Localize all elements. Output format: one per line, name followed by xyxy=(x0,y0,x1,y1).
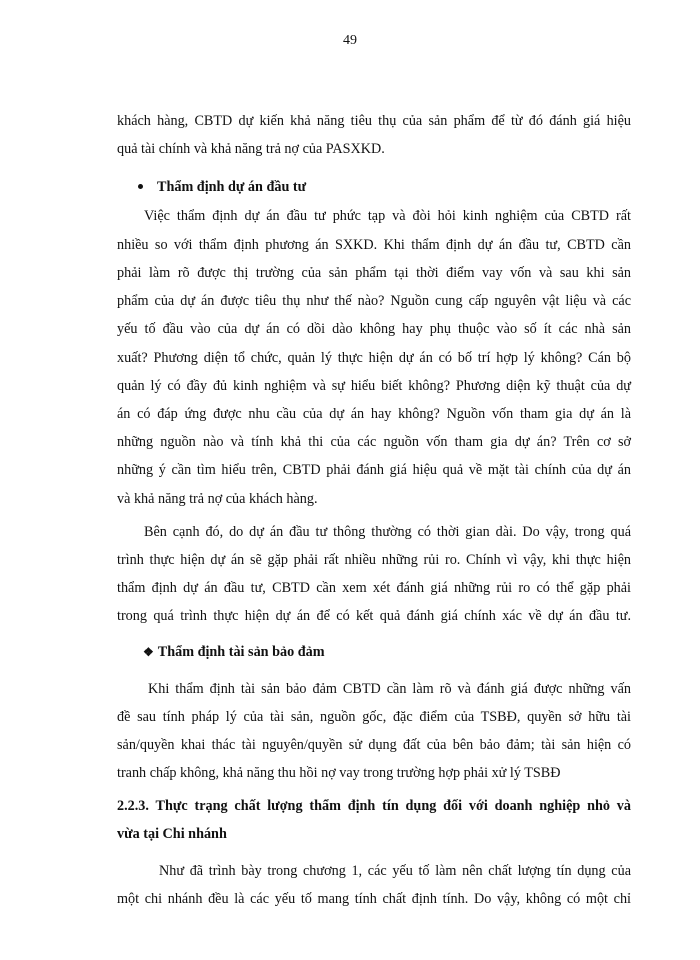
text-line: những ý cần tìm hiểu trên, CBTD phải đánh giá hiệu quả về mặt tài chính của dự án xyxy=(117,462,631,478)
text-line: phẩm của dự án được tiêu thụ như thế nào? Nguồn cung cấp nguyên vật liệu và các xyxy=(117,293,631,309)
text-line: Như đã trình bày trong chương 1, các yếu tố làm nên chất lượng tín dụng của xyxy=(159,863,631,879)
page-number: 49 xyxy=(343,33,357,48)
text-line: án có đáp ứng được nhu cầu của dự án hay không? Nguồn vốn tham gia dự án là xyxy=(117,406,631,422)
subsection-heading: 2.2.3. Thực trạng chất lượng thẩm định tín dụng đối với doanh nghiệp nhỏ và xyxy=(117,798,631,814)
text-line: một chi nhánh đều là các yếu tố mang tính chất định tính. Do vậy, không có một chỉ xyxy=(117,891,631,907)
text-line: và khả năng trả nợ của khách hàng. xyxy=(117,491,318,507)
text-line: xuất? Phương diện tổ chức, quản lý thực hiện dự án có bố trí hợp lý không? Cán bộ xyxy=(117,350,631,366)
text-line: tranh chấp không, khả năng thu hồi nợ vay trong trường hợp phải xử lý TSBĐ xyxy=(117,765,561,781)
text-line: Khi thẩm định tài sản bảo đảm CBTD cần làm rõ và đánh giá được những vấn xyxy=(148,681,631,697)
text-line: thẩm định dự án đầu tư, CBTD cần xem xét đánh giá những rủi ro có thể gặp phải xyxy=(117,580,631,596)
text-line: yếu tố đầu vào của dự án có dồi dào không hay phụ thuộc vào số ít các nhà sản xyxy=(117,321,631,337)
text-line: nhiều so với thẩm định phương án SXKD. Khi thẩm định dự án đầu tư, CBTD cần xyxy=(117,237,631,253)
text-line: sản/quyền khai thác tài nguyên/quyền sử dụng đất của bên bảo đảm; tài sản hiện có xyxy=(117,737,631,753)
heading-text: Thẩm định tài sản bảo đảm xyxy=(157,644,325,660)
text-line: quản lý có đầy đủ kinh nghiệm và sự hiểu biết không? Phương diện kỹ thuật của dự xyxy=(117,378,631,394)
text-line: khách hàng, CBTD dự kiến khả năng tiêu thụ của sản phẩm để từ đó đánh giá hiệu xyxy=(117,113,631,129)
section-heading xyxy=(138,177,306,197)
text-line: quả tài chính và khả năng trả nợ của PASXKD. xyxy=(117,141,385,157)
text-line: Bên cạnh đó, do dự án đầu tư thông thường có thời gian dài. Do vậy, trong quá xyxy=(144,524,631,540)
bullet-dot-icon xyxy=(138,184,143,189)
text-line: đề sau tính pháp lý của tài sản, nguồn gốc, đặc điểm của TSBĐ, quyền sở hữu tài xyxy=(117,709,631,725)
text-line: trình thực hiện dự án sẽ gặp phải rất nhiều những rủi ro. Chính vì vậy, khi thực hiện xyxy=(117,552,631,568)
subsection-heading: vừa tại Chi nhánh xyxy=(117,826,227,842)
four-diamond-icon: ❖ xyxy=(143,645,154,659)
heading-text: Thẩm định dự án đầu tư xyxy=(157,179,307,195)
text-line: phải làm rõ được thị trường của sản phẩm tại thời điểm vay vốn và sau khi sản xyxy=(117,265,631,281)
section-heading xyxy=(143,642,325,662)
text-line: Việc thẩm định dự án đầu tư phức tạp và đòi hỏi kinh nghiệm của CBTD rất xyxy=(144,208,631,224)
text-line: trong quá trình thực hiện dự án để có kết quả đánh giá chính xác về dự án đầu tư. xyxy=(117,608,631,624)
text-line: những nguồn nào và tính khả thi của các nguồn vốn tham gia dự án? Trên cơ sở xyxy=(117,434,631,450)
